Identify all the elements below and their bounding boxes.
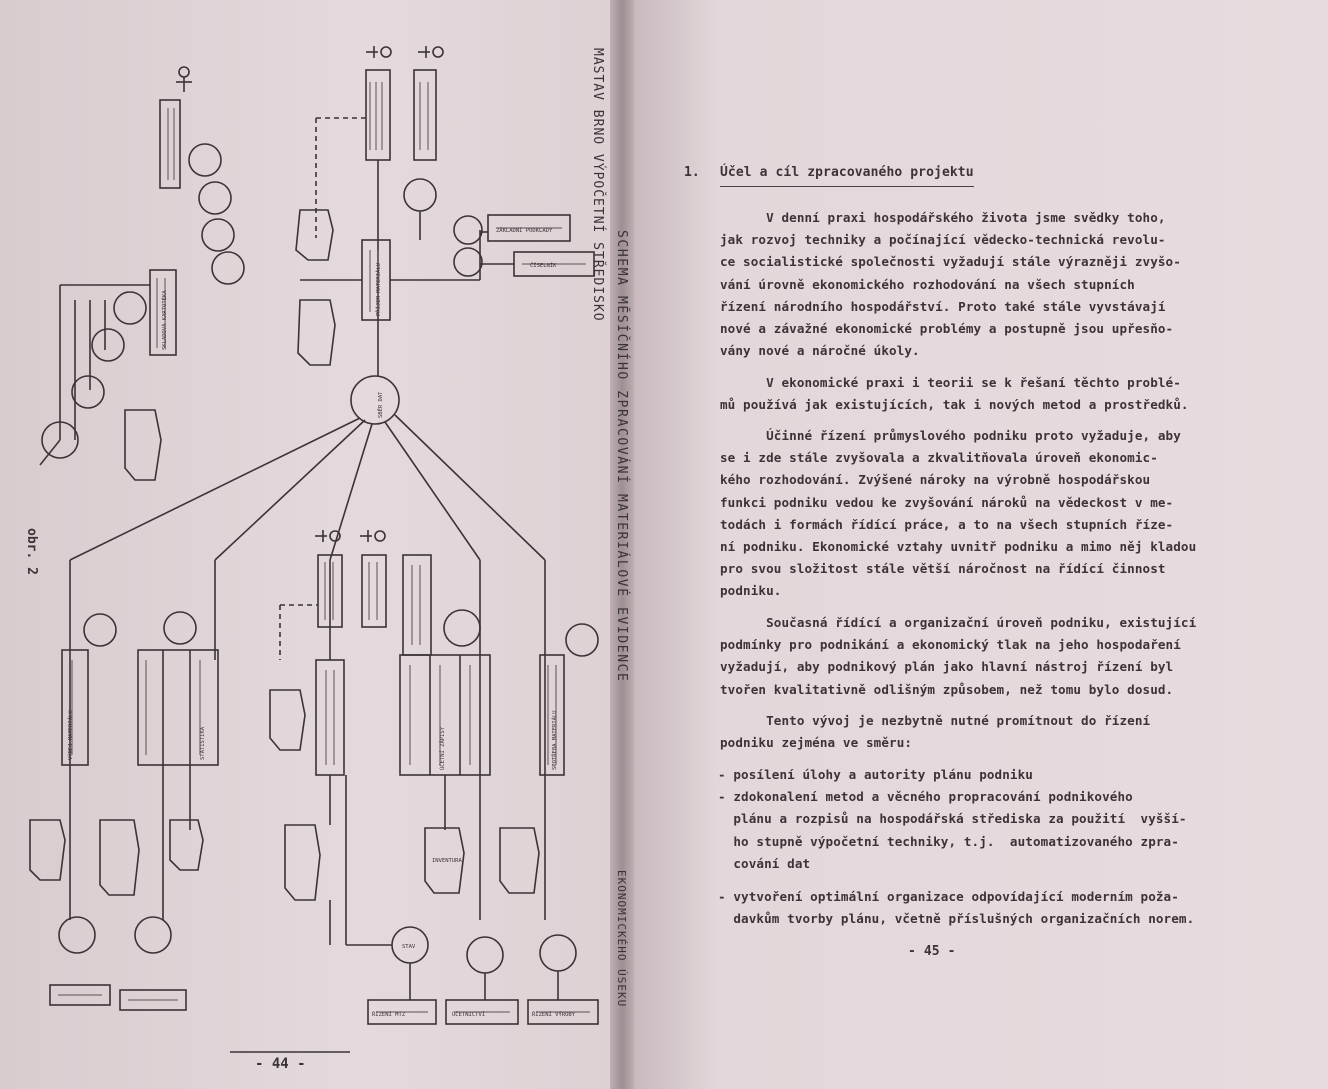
box-label: ŘÍZENÍ VÝROBY [532,1012,576,1018]
text-line: vány nové a náročné úkoly. [720,343,920,359]
box-label: PŘÍJEM MATERIÁLU [376,263,382,316]
paragraph-4 [720,612,1280,701]
paragraph-3 [720,425,1280,603]
right-page-text [684,0,1294,1089]
text-line: todách i formách řídící práce, a to na všech stupních říze- [720,516,1174,532]
figure-label [14,520,42,610]
text-line: vyžadují, aby podnikový plán jako hlavní nástroj řízení byl [720,659,1174,675]
text-line: vání úrovně ekonomického rozhodování na všech stupních [720,276,1135,292]
central-processing-circle [351,376,399,424]
section-heading [684,165,974,180]
figure-label-text: obr. 2 [24,528,39,575]
section-number: 1. [684,165,700,180]
bullet-item: - vytvoření optimální organizace odpovídající moderním poža- [718,889,1179,904]
box-label: VÝDEJ MATERIÁLU [68,710,74,760]
left-page-number: - 44 - [255,1056,306,1072]
bullet-list [718,764,1288,875]
text-line: V denní praxi hospodářského života jsme svědky toho, [720,210,1166,225]
text-line: podniku zejména ve směru: [720,735,913,751]
paragraph-1 [720,207,1280,362]
text-line: Účinné řízení průmyslového podniku proto vyžaduje, aby [720,428,1181,443]
side-footer-text: EKONOMICKÉHO ÚSEKU [615,870,628,1008]
text-line: ní podniku. Ekonomické vztahy uvnitř podniku a mimo něj kladou [720,539,1197,555]
person-icon-top [176,46,443,542]
right-page-number: - 45 - [908,944,956,959]
box-label: ZÁKLADNÍ PODKLADY [496,228,553,234]
section-title: Účel a cíl zpracovaného projektu [720,165,974,187]
text-line: mů používá jak existujících, tak i nových metod a prostředků. [720,397,1189,413]
side-subtitle-text: SCHEMA MĚSÍČNÍHO ZPRACOVÁNÍ MATERIÁLOVÉ EVIDENCE [614,230,629,683]
box-label: INVENTURA [432,858,462,864]
text-line: plánu a rozpisů na hospodářská střediska za použití vyšší- [718,811,1187,827]
box-label: ČÍSELNÍK [530,263,557,269]
box-label: STAV [402,944,416,950]
text-line: podniku. [720,583,782,599]
text-line: tvořen kvalitativně odlišným způsobem, než tomu bylo dosud. [720,681,1174,697]
text-line: pro svou složitost stále větší náročnost na řídící činnost [720,561,1166,577]
text-line: kého rozhodování. Zvýšené nároky na výrobně hospodářskou [720,472,1151,488]
bullet-list-2 [718,886,1288,930]
box-label: SKLADOVÁ KARTOTÉKA [162,290,168,350]
text-line: řízení národního hospodářství. Proto také stále vyvstávají [720,298,1166,314]
side-title [560,40,629,1070]
flowchart-diagram [0,0,610,1089]
text-line: podmínky pro podnikání a ekonomický tlak na jeho hospodaření [720,637,1181,653]
box-label: SPOTŘEBA MATERIÁLU [552,710,558,770]
text-line: Současná řídící a organizační úroveň podniku, existující [720,615,1197,630]
paragraph-2 [720,372,1280,416]
text-line: ho stupně výpočetní techniky, t.j. automatizovaného zpra- [718,833,1179,849]
box-label: ÚČETNICTVÍ [452,1012,486,1018]
bullet-item: - posílení úlohy a autority plánu podniku [718,767,1033,782]
text-line: jak rozvoj techniky a počínající vědecko-technická revolu- [720,232,1166,248]
box-label: SBĚR DAT [378,391,384,418]
text-line: nové a závažné ekonomické problémy a postupně jsou upřesňo- [720,321,1174,337]
box-label: ŘÍZENÍ MTZ [372,1012,406,1018]
side-title-text: MASTAV BRNO VÝPOČETNÍ STŘEDISKO [590,48,605,322]
box-label: STATISTIKA [200,726,206,760]
text-line: funkci podniku vedou ke zvyšování nároků na vědeckost v me- [720,494,1174,510]
text-line: Tento vývoj je nezbytně nutné promítnout do řízení [720,713,1151,728]
text-line: se i zde stále zvyšovala a zkvalitňovala úroveň ekonomic- [720,450,1158,466]
bullet-item: - zdokonalení metod a věcného propracování podnikového [718,789,1133,805]
text-line: davkům tvorby plánu, včetně příslušných organizačních norem. [718,911,1195,927]
box-label: ÚČETNÍ ZÁPISY [440,726,446,770]
text-line: cování dat [718,855,811,871]
paragraph-5 [720,710,1280,754]
text-line: ce socialistické společnosti vyžadují stále výrazněji zvyšo- [720,254,1181,270]
text-line: V ekonomické praxi i teorii se k řešaní těchto problé- [720,375,1181,390]
